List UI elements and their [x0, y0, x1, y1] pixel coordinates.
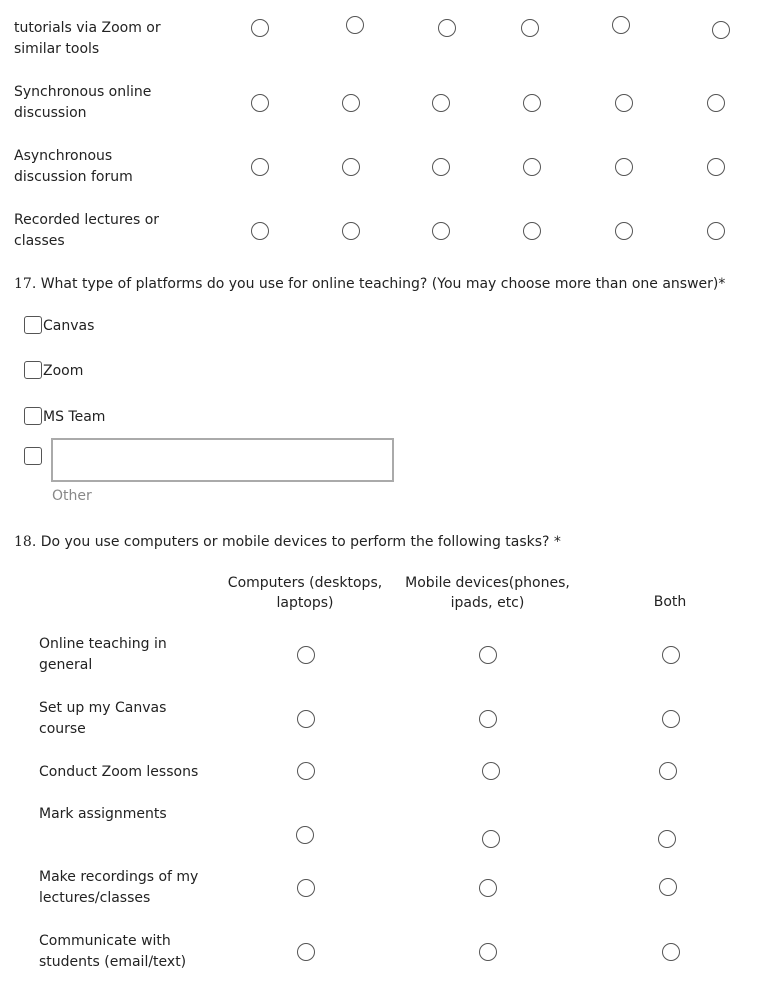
computers-radio[interactable] — [296, 826, 314, 844]
q16-row2-radio[interactable] — [342, 94, 360, 112]
q16-row4-radio[interactable] — [615, 222, 633, 240]
q16-row2-radio[interactable] — [707, 94, 725, 112]
q17-question — [14, 274, 754, 294]
question-number: 17. — [14, 276, 37, 292]
column-header-both: Both — [653, 594, 687, 610]
q16-row4-radio[interactable] — [251, 222, 269, 240]
q16-row3-radio[interactable] — [615, 158, 633, 176]
q18-row-label: Conduct Zoom lessons — [39, 764, 199, 780]
q16-row3-radio[interactable] — [432, 158, 450, 176]
both-radio[interactable] — [662, 943, 680, 961]
mobile-radio[interactable] — [479, 710, 497, 728]
ms-team-checkbox[interactable] — [24, 407, 42, 425]
canvas-option-label: Canvas — [43, 318, 95, 334]
other-text-field[interactable] — [51, 438, 394, 482]
q18-row-label: Make recordings of my lectures/classes — [39, 869, 199, 906]
column-header-mobile: Mobile devices(phones, ipads, etc) — [405, 575, 570, 611]
q16-row2-radio[interactable] — [251, 94, 269, 112]
q18-question — [14, 532, 754, 552]
q16-row3-radio[interactable] — [523, 158, 541, 176]
mobile-radio[interactable] — [482, 762, 500, 780]
both-radio[interactable] — [659, 762, 677, 780]
q16-row1-radio[interactable] — [251, 19, 269, 37]
computers-radio[interactable] — [297, 762, 315, 780]
q16-row2-radio[interactable] — [432, 94, 450, 112]
computers-radio[interactable] — [297, 943, 315, 961]
q16-row1-radio[interactable] — [521, 19, 539, 37]
q16-row-label: tutorials via Zoom or similar tools — [14, 20, 161, 57]
q16-row-label: Asynchronous discussion forum — [14, 148, 133, 185]
q16-row4-radio[interactable] — [342, 222, 360, 240]
mobile-radio[interactable] — [479, 943, 497, 961]
q16-row4-radio[interactable] — [707, 222, 725, 240]
q16-row1-radio[interactable] — [346, 16, 364, 34]
mobile-radio[interactable] — [479, 646, 497, 664]
computers-radio[interactable] — [297, 710, 315, 728]
q16-row2-radio[interactable] — [615, 94, 633, 112]
mobile-radio[interactable] — [482, 830, 500, 848]
ms-team-option-label: MS Team — [43, 409, 106, 425]
q16-row3-radio[interactable] — [342, 158, 360, 176]
q18-row-label: Mark assignments — [39, 806, 167, 822]
q16-row1-radio[interactable] — [612, 16, 630, 34]
q16-row-label: Recorded lectures or classes — [14, 212, 160, 249]
q16-row2-radio[interactable] — [523, 94, 541, 112]
both-radio[interactable] — [662, 710, 680, 728]
q16-row4-radio[interactable] — [523, 222, 541, 240]
q18-row-label: Set up my Canvas course — [39, 700, 167, 737]
computers-radio[interactable] — [297, 879, 315, 897]
both-radio[interactable] — [658, 830, 676, 848]
other-caption: Other — [52, 488, 92, 504]
computers-radio[interactable] — [297, 646, 315, 664]
mobile-radio[interactable] — [479, 879, 497, 897]
q18-row-label: Online teaching in general — [39, 636, 167, 673]
other-checkbox[interactable] — [24, 447, 42, 465]
question-number: 18. — [14, 534, 37, 550]
both-radio[interactable] — [659, 878, 677, 896]
column-header-computers: Computers (desktops, laptops) — [227, 575, 383, 611]
question-text: Do you use computers or mobile devices to perform the following tasks? * — [40, 534, 561, 550]
question-text: What type of platforms do you use for online teaching? (You may choose more than one answer)* — [40, 276, 726, 292]
zoom-checkbox[interactable] — [24, 361, 42, 379]
both-radio[interactable] — [662, 646, 680, 664]
canvas-checkbox[interactable] — [24, 316, 42, 334]
q16-row1-radio[interactable] — [438, 19, 456, 37]
q16-row1-radio[interactable] — [712, 21, 730, 39]
q16-row-label: Synchronous online discussion — [14, 84, 152, 121]
q16-row3-radio[interactable] — [251, 158, 269, 176]
zoom-option-label: Zoom — [43, 363, 84, 379]
q16-row4-radio[interactable] — [432, 222, 450, 240]
q18-row-label: Communicate with students (email/text) — [39, 933, 187, 970]
q16-row3-radio[interactable] — [707, 158, 725, 176]
